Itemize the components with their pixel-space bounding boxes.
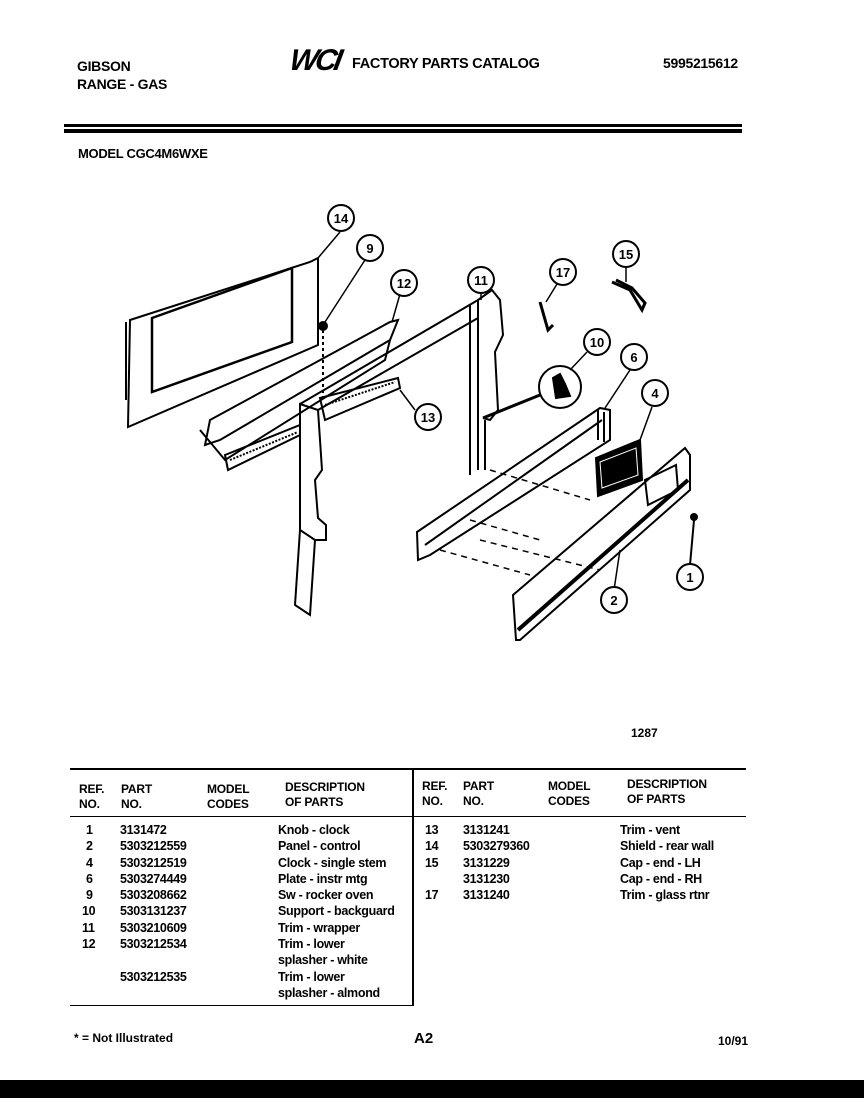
svg-text:17: 17 <box>555 265 571 280</box>
col-header-part: PART NO. <box>121 782 152 811</box>
col-header-ref: REF. NO. <box>79 782 105 811</box>
svg-text:9: 9 <box>366 241 374 256</box>
product-type: RANGE - GAS <box>77 76 168 92</box>
table-row: 9 5303208662 Sw - rocker oven <box>86 888 374 903</box>
footnote-not-illustrated: * = Not Illustrated <box>74 1031 174 1045</box>
scan-bottom-edge <box>0 1080 864 1098</box>
svg-text:2: 2 <box>610 593 618 608</box>
col-header-part-right: PART NO. <box>463 779 494 808</box>
col-header-description: DESCRIPTION OF PARTS <box>285 780 365 809</box>
model-label: MODEL CGC4M6WXE <box>78 146 208 161</box>
drawing-number: 1287 <box>631 726 658 740</box>
svg-text:11: 11 <box>474 273 488 288</box>
table-header-rule <box>70 816 746 817</box>
catalog-number: 5995215612 <box>663 55 738 71</box>
page-number: A2 <box>414 1030 434 1047</box>
alignment-lines <box>440 470 600 575</box>
parts-table-left <box>78 822 408 1001</box>
table-row: 1 3131472 Knob - clock <box>86 823 350 837</box>
col-header-model-codes: MODEL CODES <box>207 782 250 811</box>
table-row: 5303212535 Trim - lower splasher - almond <box>120 969 380 1000</box>
part-11-trim-wrapper <box>295 290 503 615</box>
svg-text:6: 6 <box>630 350 638 365</box>
col-header-ref-right: REF. NO. <box>422 779 448 808</box>
col-header-model-codes-right: MODEL CODES <box>548 779 591 808</box>
part-15-end-cap <box>612 280 645 310</box>
col-header-description-right: DESCRIPTION OF PARTS <box>627 777 707 806</box>
table-row: 12 5303212534 Trim - lower splasher - white <box>82 937 368 968</box>
table-row: 10 5303131237 Support - backguard <box>82 904 395 919</box>
table-bottom-rule <box>70 1005 413 1006</box>
svg-text:15: 15 <box>618 247 634 262</box>
part-14-shield-rear-wall <box>126 258 318 427</box>
table-row: 6 5303274449 Plate - instr mtg <box>86 871 368 886</box>
table-row: 17 3131240 Trim - glass rtnr <box>425 888 710 903</box>
table-row: 11 5303210609 Trim - wrapper <box>82 920 360 935</box>
svg-text:13: 13 <box>420 410 436 425</box>
svg-text:10: 10 <box>589 335 605 350</box>
catalog-title: FACTORY PARTS CATALOG <box>352 56 540 72</box>
table-top-rule <box>70 768 746 770</box>
wci-logo: WCI <box>287 44 343 77</box>
parts-table-right <box>422 822 742 903</box>
part-1-knob <box>690 514 697 565</box>
table-row: 13 3131241 Trim - vent <box>425 823 680 837</box>
svg-text:4: 4 <box>651 386 659 401</box>
brand-name: GIBSON <box>77 58 131 74</box>
svg-text:14: 14 <box>333 211 349 226</box>
table-row: 3131230 Cap - end - RH <box>463 871 702 886</box>
table-row: 14 5303279360 Shield - rear wall <box>425 839 714 854</box>
table-center-divider <box>412 768 414 1006</box>
svg-text:12: 12 <box>396 276 412 291</box>
part-4-clock <box>596 440 642 496</box>
table-row: 15 3131229 Cap - end - LH <box>425 855 701 870</box>
revision-date: 10/91 <box>718 1034 749 1048</box>
table-row: 2 5303212559 Panel - control <box>86 839 361 854</box>
svg-text:1: 1 <box>686 570 694 585</box>
part-13-trim-vent <box>225 378 400 470</box>
table-row: 4 5303212519 Clock - single stem <box>86 855 387 870</box>
part-17-trim-glass-rtnr <box>540 302 553 330</box>
